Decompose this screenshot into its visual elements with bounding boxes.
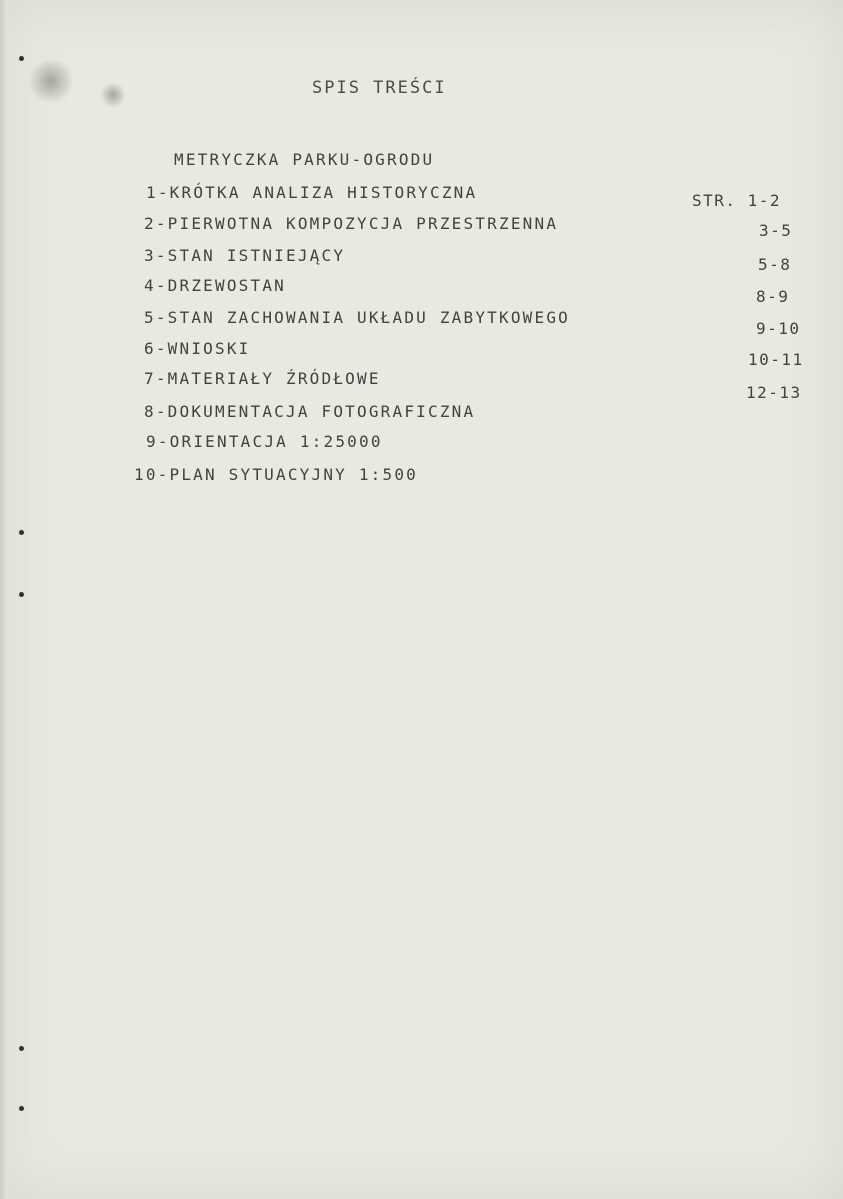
- punch-hole: [19, 56, 24, 61]
- toc-page-ref: STR. 1-2: [692, 191, 782, 210]
- toc-entry: 6-WNIOSKI: [144, 339, 251, 358]
- toc-entry: 8-DOKUMENTACJA FOTOGRAFICZNA: [144, 402, 476, 421]
- page-left-edge: [0, 0, 10, 1199]
- punch-hole: [19, 1046, 24, 1051]
- toc-entry: 1-KRÓTKA ANALIZA HISTORYCZNA: [146, 183, 478, 202]
- toc-page-ref: 8-9: [756, 287, 790, 306]
- toc-entry: 3-STAN ISTNIEJĄCY: [144, 246, 346, 265]
- toc-page-ref: 9-10: [756, 319, 801, 338]
- toc-entry: 4-DRZEWOSTAN: [144, 276, 286, 295]
- ink-stain: [100, 82, 126, 108]
- toc-page-ref: 10-11: [748, 350, 804, 369]
- toc-entry: 10-PLAN SYTUACYJNY 1:500: [134, 465, 418, 484]
- punch-hole: [19, 530, 24, 535]
- toc-page-ref: 5-8: [758, 255, 792, 274]
- toc-page-ref: 12-13: [746, 383, 802, 402]
- ink-stain: [28, 58, 74, 104]
- toc-entry: 7-MATERIAŁY ŹRÓDŁOWE: [144, 369, 381, 388]
- toc-entry: 5-STAN ZACHOWANIA UKŁADU ZABYTKOWEGO: [144, 308, 570, 327]
- punch-hole: [19, 1106, 24, 1111]
- toc-entry: 2-PIERWOTNA KOMPOZYCJA PRZESTRZENNA: [144, 214, 559, 233]
- toc-entry: METRYCZKA PARKU-OGRODU: [174, 150, 435, 169]
- toc-entry: 9-ORIENTACJA 1:25000: [146, 432, 383, 451]
- toc-page-ref: 3-5: [759, 221, 793, 240]
- punch-hole: [19, 592, 24, 597]
- page-title: SPIS TREŚCI: [312, 78, 447, 98]
